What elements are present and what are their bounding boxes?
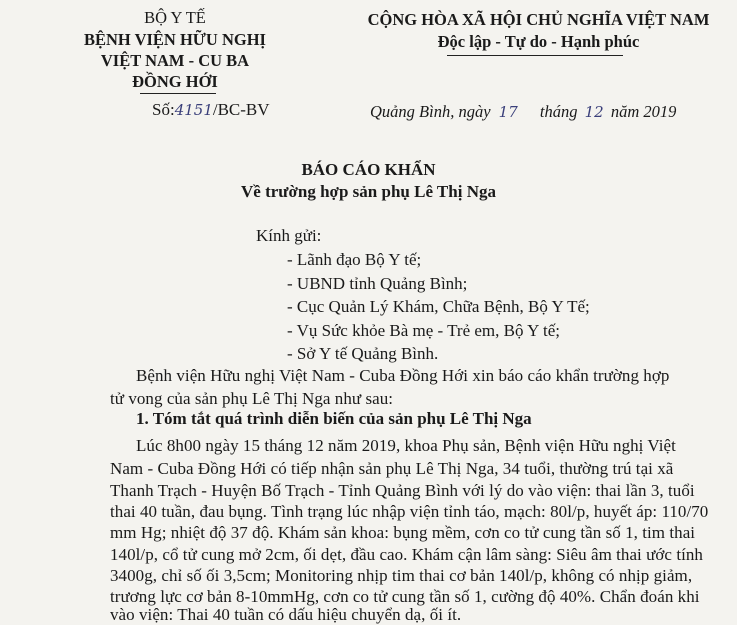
hospital-name-line3: ĐỒNG HỚI — [132, 72, 218, 91]
recipient-item: - Cục Quản Lý Khám, Chữa Bệnh, Bộ Y Tế; — [287, 297, 590, 316]
recipient-item: - Lãnh đạo Bộ Y tế; — [287, 250, 422, 269]
nation-motto: Độc lập - Tự do - Hạnh phúc — [437, 32, 640, 51]
body-line: Nam - Cuba Đồng Hới có tiếp nhận sản phụ Lê Thị Nga, 34 tuổi, thường trú tại xã — [110, 459, 674, 478]
hospital-name-line2: VIỆT NAM - CU BA — [100, 51, 250, 70]
body-line: Thanh Trạch - Huyện Bố Trạch - Tỉnh Quảng Bình với lý do vào viện: thai lần 3, tuổi — [110, 481, 695, 500]
recipient-item: - UBND tỉnh Quảng Bình; — [287, 274, 468, 293]
date-line — [370, 102, 676, 122]
header-left-underline — [140, 93, 216, 94]
intro-line: tử vong của sản phụ Lê Thị Nga như sau: — [110, 389, 394, 408]
date-month-label: tháng — [539, 102, 578, 121]
document-number — [152, 100, 270, 120]
number-suffix: /BC-BV — [212, 100, 270, 119]
handwritten-number: 4151 — [174, 101, 213, 119]
report-subtitle: Về trường hợp sản phụ Lê Thị Nga — [241, 182, 496, 201]
report-title: BÁO CÁO KHẨN — [301, 160, 436, 179]
intro-line: Bệnh viện Hữu nghị Việt Nam - Cuba Đồng Hới xin báo cáo khẩn trường hợp — [136, 366, 670, 385]
date-year: năm 2019 — [610, 102, 677, 121]
recipient-item: - Sở Y tế Quảng Bình. — [287, 344, 439, 363]
body-line: vào viện: Thai 40 tuần có dấu hiệu chuyển dạ, ối ít. — [110, 605, 462, 624]
date-place: Quảng Bình, ngày — [370, 102, 491, 121]
body-line: 3400g, chỉ số ối 3,5cm; Monitoring nhịp tim thai cơ bản 140l/p, không có nhịp giảm, — [110, 566, 693, 585]
body-line: thai 40 tuần, đau bụng. Tình trạng lúc nhập viện tỉnh táo, mạch: 80l/p, huyết áp: 110/70 — [110, 502, 709, 521]
motto-underline — [447, 55, 623, 56]
nation-title: CỘNG HÒA XÃ HỘI CHỦ NGHĨA VIỆT NAM — [367, 10, 710, 29]
body-line: trương lực cơ bản 8-10mmHg, cơn co tử cung tần số 1, cường độ 40%. Chẩn đoán khi — [110, 587, 700, 606]
hospital-name-line1: BỆNH VIỆN HỮU NGHỊ — [84, 30, 266, 49]
body-line: 140l/p, cổ tử cung mở 2cm, ối dẹt, đầu cao. Khám cận lâm sàng: Siêu âm thai ước tính — [110, 545, 703, 564]
number-prefix: Số: — [152, 100, 175, 119]
ministry-name: BỘ Y TẾ — [144, 8, 206, 27]
body-line: mm Hg; nhiệt độ 37 độ. Khám sản khoa: bụng mềm, cơn co tử cung tần số 1, tim thai — [110, 523, 696, 542]
handwritten-month: 12 — [584, 103, 604, 121]
recipients-label: Kính gửi: — [256, 226, 322, 245]
handwritten-day: 17 — [498, 103, 518, 121]
body-line: Lúc 8h00 ngày 15 tháng 12 năm 2019, khoa Phụ sản, Bệnh viện Hữu nghị Việt — [136, 436, 676, 455]
recipient-item: - Vụ Sức khỏe Bà mẹ - Trẻ em, Bộ Y tế; — [287, 321, 561, 340]
section-heading: 1. Tóm tắt quá trình diễn biến của sản phụ Lê Thị Nga — [136, 409, 532, 428]
